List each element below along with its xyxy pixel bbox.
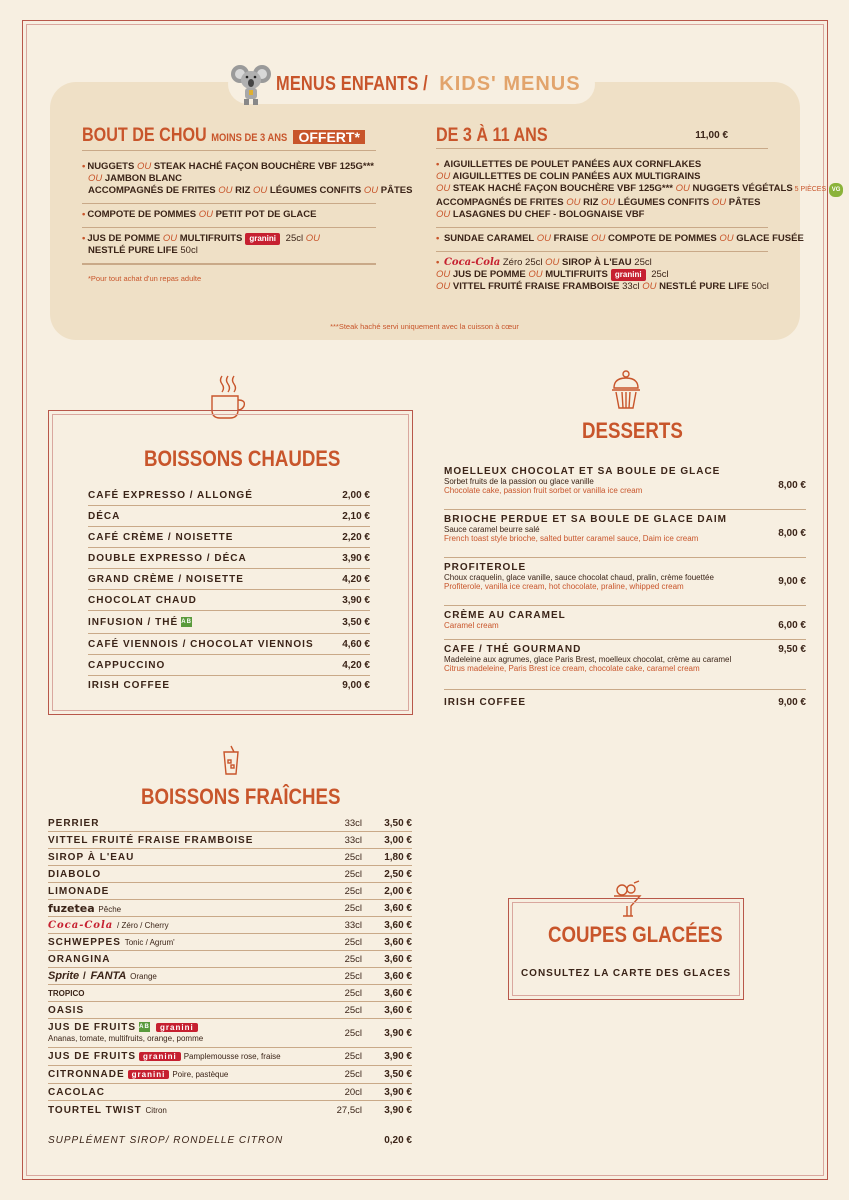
list-item: CAFE / THÉ GOURMAND Madeleine aux agrumes, glace Paris Brest, moelleux chocolat, crème au caramel Citrus madeleine, Paris Brest ice cream, chocolate cake, caramel cream 9,50 € xyxy=(444,640,806,690)
list-item: INFUSION / THÉ AB 3,50 € xyxy=(88,611,370,634)
list-item: ORANGINA 25cl 3,60 € xyxy=(48,951,412,968)
granini-logo-icon: granini xyxy=(611,269,646,281)
offert-note: *Pour tout achat d'un repas adulte xyxy=(82,264,376,285)
list-item: CAFÉ VIENNOIS / CHOCOLAT VIENNOIS 4,60 € xyxy=(88,634,370,655)
list-item: VITTEL FRUITÉ FRAISE FRAMBOISE 33cl 3,00 € xyxy=(48,832,412,849)
kids-item: • AIGUILLETTES DE POULET PANÉES AUX CORNFLAKES OU AIGUILLETTES DE COLIN PANÉES AUX MULTIGRAINS OU STEAK HACHÉ FAÇON BOUCHÈRE VBF 125G*** OU NUGGETS VÉGÉTALS 5 PIÈCES VG ACCOMPAGNÉS DE FRITES OU RIZ OU LÉGUMES CONFITS OU PÂTES OU LASAGNES DU CHEF - BOLOGNAISE VBF xyxy=(436,149,768,228)
cold-drink-icon xyxy=(221,744,241,776)
coupes-glacees-box xyxy=(508,898,744,1000)
list-item: PERRIER 33cl 3,50 € xyxy=(48,815,412,832)
coca-cola-logo-icon: Coca-Cola xyxy=(443,257,501,268)
cold-drinks-list xyxy=(48,815,412,1149)
sprite-logo-icon: Sprite xyxy=(48,970,80,982)
kids-menu-header xyxy=(228,64,595,104)
list-item: JUS DE FRUITS granini Pamplemousse rose, fraise 25cl 3,90 € xyxy=(48,1048,412,1066)
list-item: IRISH COFFEE 9,00 € xyxy=(88,680,370,691)
granini-logo-icon: granini xyxy=(128,1070,170,1079)
list-item: PROFITEROLE Choux craquelin, glace vanille, sauce chocolat chaud, pralin, crème fouettée Profiterole, vanilla ice cream, hot chocolate, praline, whipped cream 9,00 € xyxy=(444,558,806,606)
granini-logo-icon: granini xyxy=(139,1052,181,1061)
list-item: SCHWEPPES Tonic / Agrum' 25cl 3,60 € xyxy=(48,934,412,951)
cupcake-icon xyxy=(608,368,644,412)
supplement-row: SUPPLÉMENT SIROP/ RONDELLE CITRON 0,20 € xyxy=(48,1134,412,1146)
list-item: TROPICO 25cl 3,60 € xyxy=(48,985,412,1002)
bout-de-chou-title: BOUT DE CHOU MOINS DE 3 ANS xyxy=(82,125,288,146)
list-item: TOURTEL TWIST Citron 27,5cl 3,90 € xyxy=(48,1104,412,1116)
list-item: LIMONADE 25cl 2,00 € xyxy=(48,883,412,900)
list-item: fuzetea Pêche 25cl 3,60 € xyxy=(48,900,412,917)
bout-de-chou-column xyxy=(82,125,413,285)
age-3-11-price: 11,00 € xyxy=(695,130,728,141)
list-item: MOELLEUX CHOCOLAT ET SA BOULE DE GLACE Sorbet fruits de la passion ou glace vanille Chocolate cake, passion fruit sorbet or vanilla ice cream 8,00 € xyxy=(444,462,806,510)
list-item: IRISH COFFEE 9,00 € xyxy=(444,696,806,708)
hot-drinks-title: BOISSONS CHAUDES xyxy=(144,446,341,471)
list-item: DOUBLE EXPRESSO / DÉCA 3,90 € xyxy=(88,548,370,569)
age-3-11-title: DE 3 À 11 ANS xyxy=(436,125,548,146)
cold-drinks-title: BOISSONS FRAÎCHES xyxy=(141,784,341,809)
fanta-logo-icon: FANTA xyxy=(90,970,127,982)
bio-label-icon: AB xyxy=(139,1024,150,1031)
list-item: CAPPUCCINO 4,20 € xyxy=(88,655,370,676)
kids-item: • JUS DE POMME OU MULTIFRUITS granini 25cl OU NESTLÉ PURE LIFE 50cl xyxy=(82,228,376,264)
coupes-glacees-subtitle: CONSULTEZ LA CARTE DES GLACES xyxy=(520,968,732,979)
offert-badge: OFFERT* xyxy=(293,130,364,144)
list-item: CITRONNADE granini Poire, pastèque 25cl 3,50 € xyxy=(48,1066,412,1084)
list-item: JUS DE FRUITS AB granini Ananas, tomate, multifruits, orange, pomme 25cl 3,90 € xyxy=(48,1019,412,1048)
desserts-list xyxy=(444,462,806,714)
granini-logo-icon: granini xyxy=(245,233,280,245)
list-item: OASIS 25cl 3,60 € xyxy=(48,1002,412,1019)
kids-title-en: KIDS' MENUS xyxy=(439,72,581,95)
list-item: GRAND CRÈME / NOISETTE 4,20 € xyxy=(88,569,370,590)
list-item: SIROP À L'EAU 25cl 1,80 € xyxy=(48,849,412,866)
list-item: BRIOCHE PERDUE ET SA BOULE DE GLACE DAIM Sauce caramel beurre salé French toast style brioche, salted butter caramel sauce, Daim ice cream 8,00 € xyxy=(444,510,806,558)
tropico-logo-icon: TROPICO xyxy=(48,988,85,998)
kids-item: • SUNDAE CARAMEL OU FRAISE OU COMPOTE DE POMMES OU GLACE FUSÉE xyxy=(436,228,768,252)
desserts-title: DESSERTS xyxy=(582,418,683,443)
kids-item: • COMPOTE DE POMMES OU PETIT POT DE GLACE xyxy=(82,204,376,228)
coupes-glacees-title: COUPES GLACÉES xyxy=(548,922,723,947)
koala-mascot-icon xyxy=(230,62,272,106)
list-item: CHOCOLAT CHAUD 3,90 € xyxy=(88,590,370,611)
list-item: CAFÉ EXPRESSO / ALLONGÉ 2,00 € xyxy=(88,485,370,506)
kids-item: • Coca-Cola Zéro 25cl OU SIROP À L'EAU 25cl OU JUS DE POMME OU MULTIFRUITS granini 25cl OU VITTEL FRUITÉ FRAISE FRAMBOISE 33cl OU NESTLÉ PURE LIFE 50cl xyxy=(436,257,769,292)
age-3-11-column xyxy=(436,125,841,299)
granini-logo-icon: granini xyxy=(156,1023,198,1032)
kids-item: • NUGGETS OU STEAK HACHÉ FAÇON BOUCHÈRE VBF 125G*** OU JAMBON BLANC ACCOMPAGNÉS DE FRITES OU RIZ OU LÉGUMES CONFITS OU PÂTES xyxy=(82,151,376,204)
coca-cola-logo-icon: Coca-Cola xyxy=(48,919,114,931)
hot-drinks-list xyxy=(88,485,370,695)
list-item: Sprite / FANTA Orange 25cl 3,60 € xyxy=(48,968,412,985)
list-item: CRÈME AU CARAMEL Caramel cream 6,00 € xyxy=(444,606,806,640)
list-item: CACOLAC 20cl 3,90 € xyxy=(48,1084,412,1101)
fuzetea-logo-icon: fuzetea xyxy=(48,901,95,915)
vegan-badge-icon: VG xyxy=(829,183,844,197)
list-item: CAFÉ CRÈME / NOISETTE 2,20 € xyxy=(88,527,370,548)
list-item: Coca-Cola / Zéro / Cherry 33cl 3,60 € xyxy=(48,917,412,934)
list-item: DÉCA 2,10 € xyxy=(88,506,370,527)
kids-title-fr: MENUS ENFANTS / xyxy=(276,72,428,95)
bio-label-icon: AB xyxy=(181,618,192,625)
list-item: DIABOLO 25cl 2,50 € xyxy=(48,866,412,883)
steak-note: ***Steak haché servi uniquement avec la cuisson à cœur xyxy=(330,322,519,331)
